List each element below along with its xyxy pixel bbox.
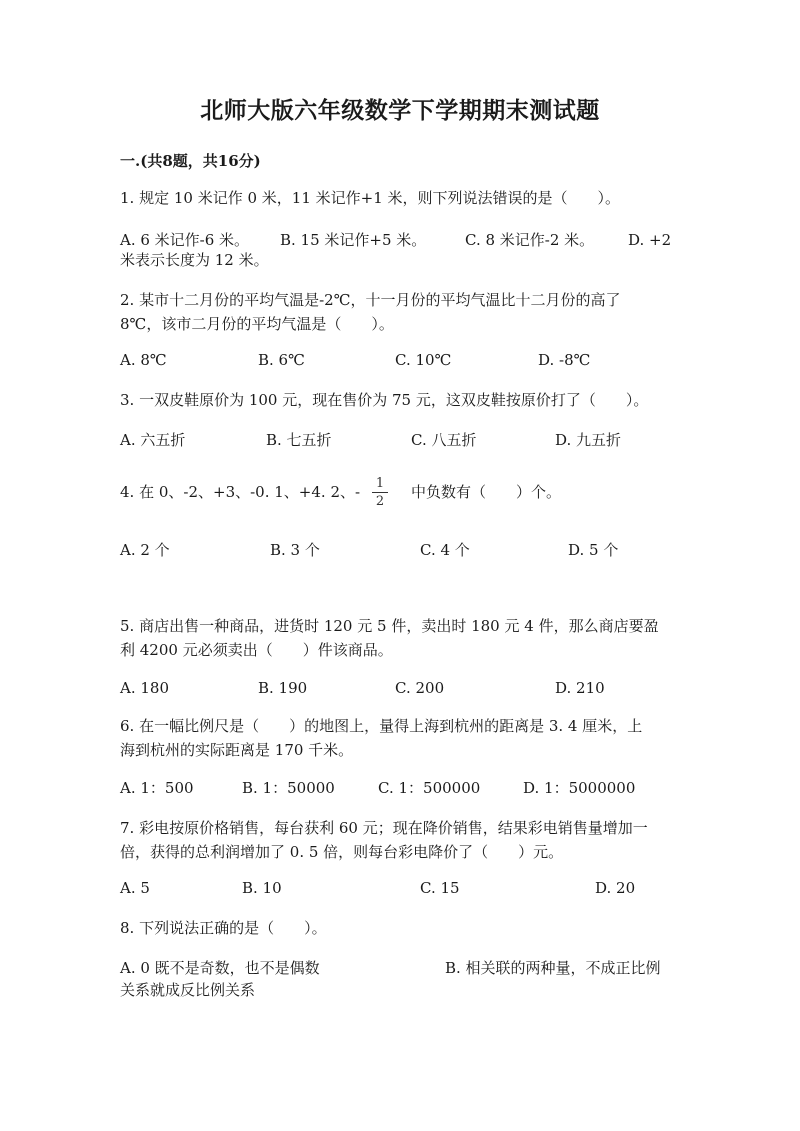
q6-option-d: D. 1：5000000 — [523, 779, 636, 797]
question-5 — [120, 614, 690, 662]
q1-option-c: C. 8 米记作-2 米。 — [465, 231, 595, 249]
q1-option-d: D. +2 — [628, 231, 672, 249]
question-2 — [120, 288, 690, 336]
question-3-text: 3. 一双皮鞋原价为 100 元，现在售价为 75 元，这双皮鞋按原价打了（ ）。 — [120, 391, 649, 409]
q1-option-d-continued: 米表示长度为 12 米。 — [120, 251, 269, 269]
question-2-line-1: 2. 某市十二月份的平均气温是-2℃，十一月份的平均气温比十二月份的高了 — [120, 291, 621, 309]
q7-option-b: B. 10 — [242, 879, 282, 897]
q4-option-c: C. 4 个 — [420, 541, 470, 559]
q2-option-d: D. -8℃ — [538, 351, 591, 369]
question-6-line-1: 6. 在一幅比例尺是（ ）的地图上，量得上海到杭州的距离是 3. 4 厘米，上 — [120, 717, 643, 735]
q5-option-c: C. 200 — [395, 679, 445, 697]
q7-option-c: C. 15 — [420, 879, 460, 897]
question-3 — [120, 388, 690, 412]
q6-option-a: A. 1：500 — [120, 779, 194, 797]
question-1-text: 1. 规定 10 米记作 0 米，11 米记作+1 米，则下列说法错误的是（ ）。 — [120, 189, 621, 207]
q3-option-a: A. 六五折 — [120, 431, 186, 449]
q2-option-a: A. 8℃ — [120, 351, 167, 369]
q1-option-a: A. 6 米记作-6 米。 — [120, 231, 250, 249]
q4-option-d: D. 5 个 — [568, 541, 619, 559]
q5-option-d: D. 210 — [555, 679, 605, 697]
page-title: 北师大版六年级数学下学期期末测试题 — [200, 97, 600, 124]
question-8-text: 8. 下列说法正确的是（ ）。 — [120, 919, 327, 937]
question-5-line-1: 5. 商店出售一种商品，进货时 120 元 5 件，卖出时 180 元 4 件，那么商店要盈 — [120, 617, 659, 635]
q2-option-b: B. 6℃ — [258, 351, 305, 369]
question-7-line-2: 倍，获得的总利润增加了 0. 5 倍，则每台彩电降价了（ ）元。 — [120, 843, 564, 861]
q7-option-d: D. 20 — [595, 879, 636, 897]
q5-option-a: A. 180 — [120, 679, 169, 697]
fraction-denominator: 2 — [375, 494, 385, 509]
question-7 — [120, 816, 690, 864]
q6-option-b: B. 1：50000 — [242, 779, 335, 797]
section-header: 一.(共8题，共16分) — [120, 152, 261, 170]
question-4-text-before: 4. 在 0、-2、+3、-0. 1、+4. 2、- — [120, 483, 361, 501]
question-1 — [120, 186, 690, 210]
q3-option-c: C. 八五折 — [411, 431, 477, 449]
fraction-numerator: 1 — [375, 476, 385, 491]
question-7-line-1: 7. 彩电按原价格销售，每台获利 60 元；现在降价销售，结果彩电销售量增加一 — [120, 819, 648, 837]
fraction-bar — [372, 492, 388, 493]
q3-option-d: D. 九五折 — [555, 431, 622, 449]
q3-option-b: B. 七五折 — [266, 431, 332, 449]
q1-option-b: B. 15 米记作+5 米。 — [280, 231, 427, 249]
q8-option-a: A. 0 既不是奇数，也不是偶数 — [120, 959, 320, 977]
question-8 — [120, 916, 690, 940]
q4-option-a: A. 2 个 — [120, 541, 170, 559]
q4-option-b: B. 3 个 — [270, 541, 320, 559]
fraction-one-half — [370, 476, 390, 509]
question-6-line-2: 海到杭州的实际距离是 170 千米。 — [120, 741, 354, 759]
q5-option-b: B. 190 — [258, 679, 308, 697]
q8-option-b: B. 相关联的两种量，不成正比例 — [445, 959, 661, 977]
q2-option-c: C. 10℃ — [395, 351, 452, 369]
question-5-line-2: 利 4200 元必须卖出（ ）件该商品。 — [120, 641, 393, 659]
question-4-text-after: 中负数有（ ）个。 — [411, 483, 562, 501]
q7-option-a: A. 5 — [120, 879, 150, 897]
q6-option-c: C. 1：500000 — [378, 779, 481, 797]
q8-option-b-continued: 关系就成反比例关系 — [120, 981, 256, 999]
question-6 — [120, 714, 690, 762]
question-2-line-2: 8℃，该市二月份的平均气温是（ ）。 — [120, 315, 394, 333]
